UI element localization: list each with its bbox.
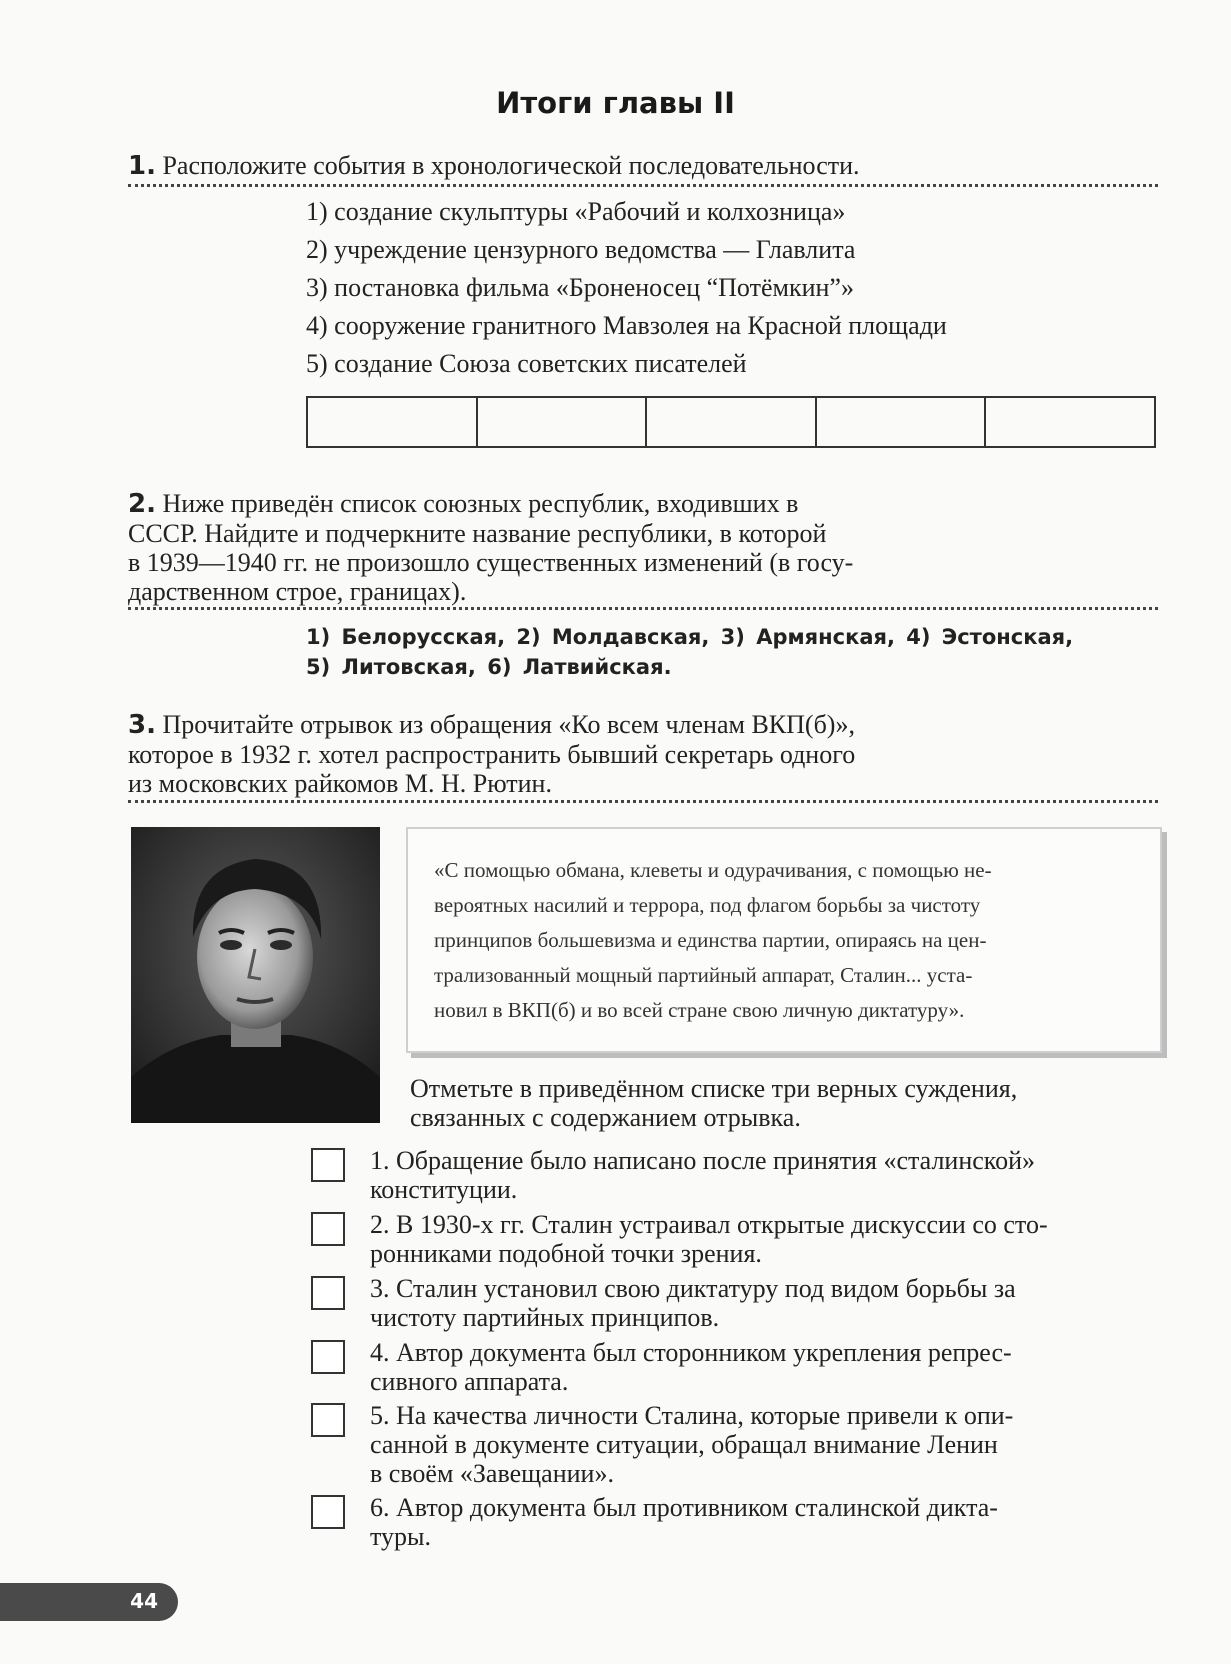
q1-answer-cell-3[interactable] (646, 397, 816, 447)
q3-option-4 (370, 1338, 1158, 1396)
q3-line-2: которое в 1932 г. хотел распространить бывший секретарь одного (128, 740, 856, 769)
q3-prompt (128, 710, 980, 798)
q3-option-5 (370, 1401, 1158, 1488)
q2-prompt (128, 489, 980, 606)
q1-event-4: 4) сооружение гранитного Мавзолея на Красной площади (306, 311, 947, 340)
page-title: Итоги главы II (496, 86, 735, 120)
q3-option-1-checkbox[interactable] (311, 1148, 345, 1182)
q1-answer-cell-4[interactable] (816, 397, 986, 447)
q1-event-3: 3) постановка фильма «Броненосец “Потёмкин”» (306, 273, 854, 302)
q1-divider (128, 184, 1158, 187)
quote-line-3: принципов большевизма и единства партии, опираясь на цен- (434, 928, 987, 952)
q2-line-1-text: Ниже приведён список союзных республик, входивших в (162, 489, 799, 518)
q3-line-1 (128, 710, 980, 740)
q3-option-6-line-1: 6. Автор документа был противником сталинской дикта- (370, 1493, 998, 1522)
q2-number: 2. (128, 489, 156, 519)
q3-instruction-line-1: Отметьте в приведённом списке три верных суждения, (410, 1074, 1018, 1103)
page-number-tab (0, 1583, 178, 1621)
q3-number: 3. (128, 710, 156, 740)
q1-answer-cell-5[interactable] (985, 397, 1155, 447)
quote-line-5: новил в ВКП(б) и во всей стране свою личную диктатуру». (434, 998, 965, 1022)
q3-option-2-line-2: ронниками подобной точки зрения. (370, 1239, 762, 1268)
q1-answer-cell-1[interactable] (307, 397, 477, 447)
q1-event-5: 5) создание Союза советских писателей (306, 349, 747, 378)
q3-option-6 (370, 1493, 1158, 1551)
q1-number: 1. (128, 151, 156, 181)
q2-line-2: СССР. Найдите и подчеркните название республики, в которой (128, 519, 827, 548)
q3-option-5-line-3: в своём «Завещании». (370, 1459, 614, 1488)
q1-prompt (128, 151, 1158, 181)
q3-option-3-line-2: чистоту партийных принципов. (370, 1303, 720, 1332)
q3-option-4-line-2: сивного аппарата. (370, 1367, 569, 1396)
q3-option-1 (370, 1146, 1158, 1204)
portrait-photo (131, 827, 380, 1123)
q3-option-5-line-1: 5. На качества личности Сталина, которые привели к опи- (370, 1401, 1014, 1430)
quote-line-4: трализованный мощный партийный аппарат, Сталин... уста- (434, 963, 973, 987)
q3-option-5-line-2: санной в документе ситуации, обращал внимание Ленин (370, 1430, 998, 1459)
q3-option-4-line-1: 4. Автор документа был сторонником укрепления репрес- (370, 1338, 1012, 1367)
page-number: 44 (130, 1589, 158, 1613)
portrait-image (131, 827, 380, 1123)
q2-options-line-2: 5) Литовская, 6) Латвийская. (306, 655, 672, 679)
quote-line-2: вероятных насилий и террора, под флагом борьбы за чистоту (434, 893, 981, 917)
q3-option-6-line-2: туры. (370, 1522, 431, 1551)
q2-options-line-1: 1) Белорусская, 2) Молдавская, 3) Армянская, 4) Эстонская, (306, 625, 1074, 649)
q2-divider (128, 607, 1158, 610)
q1-text: Расположите события в хронологической последовательности. (162, 151, 860, 180)
q3-instruction (410, 1074, 1158, 1132)
q3-option-5-checkbox[interactable] (311, 1403, 345, 1437)
quote-text (434, 853, 1134, 1028)
q3-line-3: из московских райкомов М. Н. Рютин. (128, 769, 552, 798)
q1-event-2: 2) учреждение цензурного ведомства — Главлита (306, 235, 856, 264)
q3-option-3-line-1: 3. Сталин установил свою диктатуру под видом борьбы за (370, 1274, 1016, 1303)
q3-line-1-text: Прочитайте отрывок из обращения «Ко всем членам ВКП(б)», (162, 710, 855, 739)
q2-line-4: дарственном строе, границах). (128, 577, 467, 606)
q1-event-1: 1) создание скульптуры «Рабочий и колхозница» (306, 197, 846, 226)
q1-event-list (306, 193, 1156, 383)
q3-option-1-line-2: конституции. (370, 1175, 518, 1204)
q3-option-3-checkbox[interactable] (311, 1276, 345, 1310)
q3-divider (128, 800, 1158, 803)
q2-line-3: в 1939—1940 гг. не произошло существенных изменений (в госу- (128, 548, 854, 577)
q2-line-1 (128, 489, 980, 519)
q3-option-3 (370, 1274, 1158, 1332)
q3-instruction-line-2: связанных с содержанием отрывка. (410, 1103, 801, 1132)
q3-option-1-line-1: 1. Обращение было написано после принятия «сталинской» (370, 1146, 1036, 1175)
q1-answer-table (306, 396, 1156, 448)
q1-answer-cell-2[interactable] (477, 397, 647, 447)
q3-option-6-checkbox[interactable] (311, 1495, 345, 1529)
quote-line-1: «С помощью обмана, клеветы и одурачивания, с помощью не- (434, 858, 992, 882)
q3-option-2-line-1: 2. В 1930-х гг. Сталин устраивал открытые дискуссии со сто- (370, 1210, 1048, 1239)
q3-option-2-checkbox[interactable] (311, 1212, 345, 1246)
quote-box (406, 827, 1162, 1053)
q3-option-2 (370, 1210, 1158, 1268)
q3-option-4-checkbox[interactable] (311, 1340, 345, 1374)
